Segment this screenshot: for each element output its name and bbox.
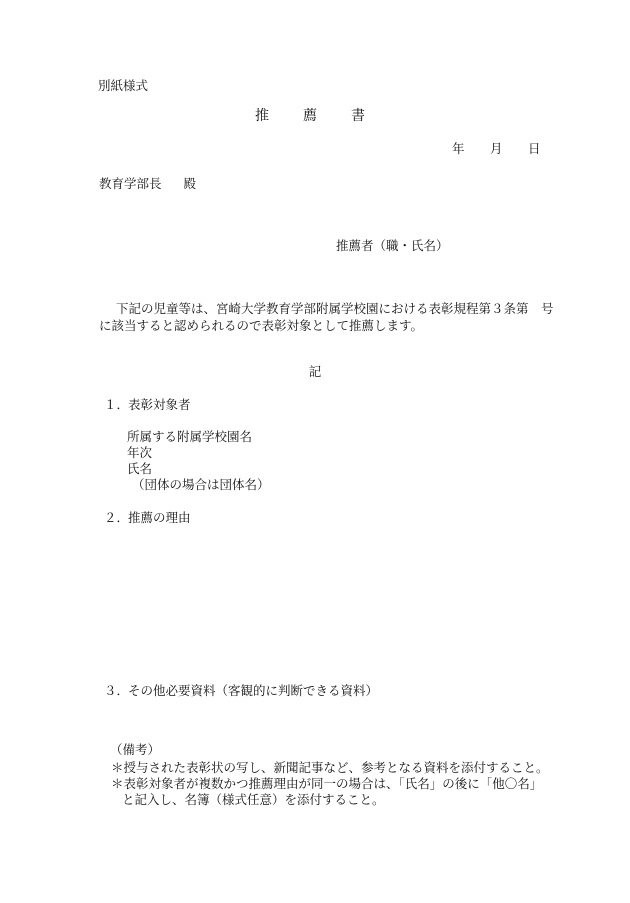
section-1-item: 氏名: [127, 461, 153, 476]
section-2-heading: [104, 510, 191, 525]
addressee: [99, 176, 196, 191]
section-3-heading: [104, 683, 378, 698]
section-1-label: 表彰対象者: [128, 397, 191, 412]
addressee-name: 教育学部長: [99, 176, 162, 191]
section-1-heading: [104, 397, 191, 412]
section-3-label: その他必要資料（客観的に判断できる資料）: [128, 683, 379, 698]
body-text-line-2: に該当すると認められるので表彰対象として推薦します。: [99, 318, 424, 333]
form-label: 別紙様式: [98, 78, 149, 93]
ki-heading: 記: [308, 364, 322, 379]
section-1-item: （団体の場合は団体名）: [132, 477, 270, 492]
section-3-number: ３．: [104, 683, 130, 698]
recommender-label: 推薦者（職・氏名）: [336, 238, 449, 253]
section-1-item: 年次: [127, 445, 153, 460]
section-1-item: 所属する附属学校園名: [127, 429, 253, 444]
date-month: 月: [490, 141, 503, 156]
section-2-label: 推薦の理由: [128, 510, 191, 525]
section-2-number: ２．: [104, 510, 130, 525]
date-day: 日: [528, 141, 541, 156]
remarks-line: ＊表彰対象者が複数かつ推薦理由が同一の場合は、「氏名」の後に「他〇名」: [111, 776, 543, 791]
section-1-number: １．: [104, 397, 130, 412]
remarks-heading: （備考）: [110, 742, 161, 757]
date-line: [452, 141, 541, 156]
document-title: 推 薦 書: [255, 108, 375, 124]
remarks-line: ＊授与された表彰状の写し、新聞記事など、参考となる資料を添付すること。: [111, 760, 549, 775]
addressee-honorific: 殿: [183, 176, 197, 191]
date-year: 年: [452, 141, 465, 156]
remarks-line: と記入し、名簿（様式任意）を添付すること。: [122, 792, 385, 807]
body-text-line-1: 下記の児童等は、宮崎大学教育学部附属学校園における表彰規程第３条第 号: [116, 301, 554, 316]
